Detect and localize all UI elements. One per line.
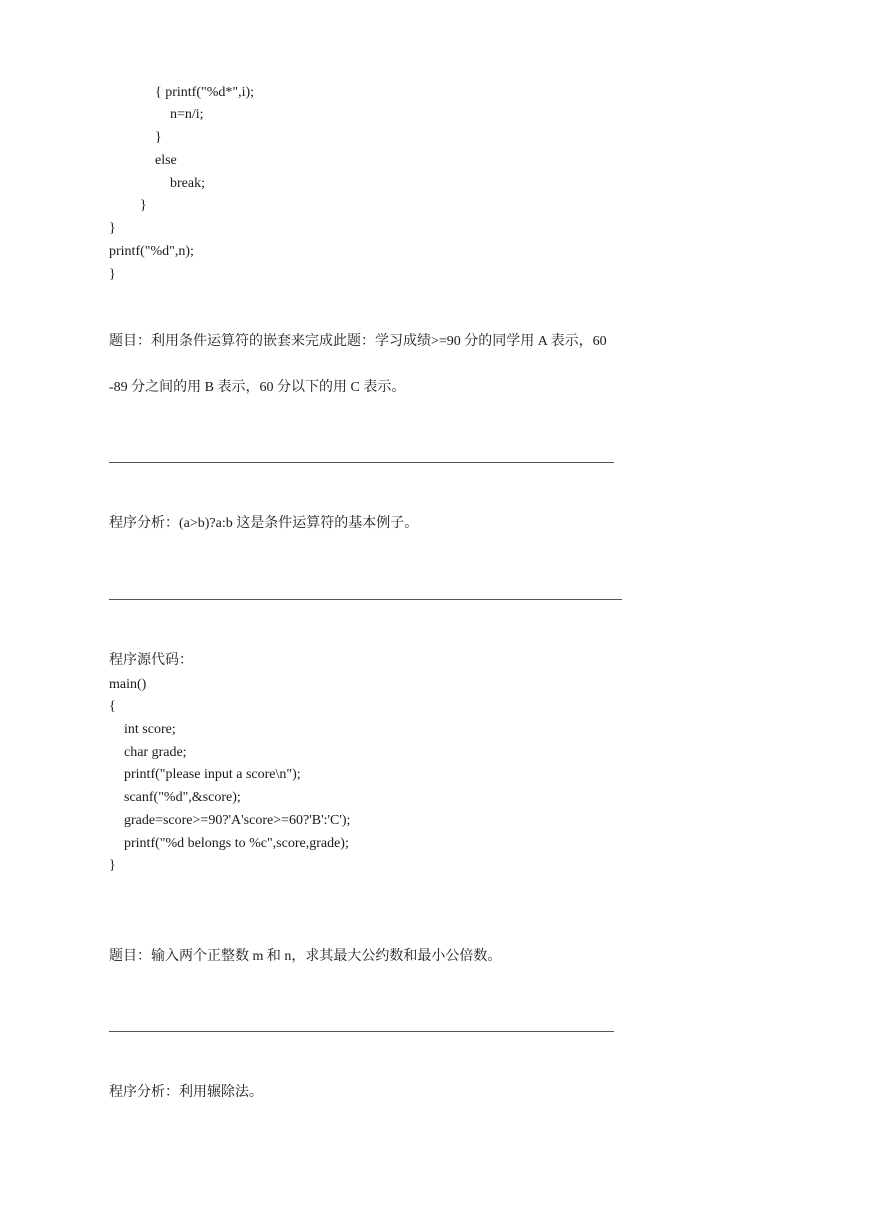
- code-line: printf("%d",n);: [109, 244, 194, 259]
- analysis-text: 程序分析：(a>b)?a:b 这是条件运算符的基本例子。: [109, 516, 419, 531]
- code-line: break;: [170, 176, 205, 191]
- source-label: 程序源代码：: [109, 653, 193, 668]
- code-line: }: [109, 267, 116, 282]
- code-line: scanf("%d",&score);: [124, 790, 241, 805]
- code-line: grade=score>=90?'A'score>=60?'B':'C');: [124, 813, 351, 828]
- code-line: int score;: [124, 722, 176, 737]
- code-line: {: [109, 699, 116, 714]
- code-line: main(): [109, 677, 147, 692]
- problem-title: 题目：输入两个正整数 m 和 n，求其最大公约数和最小公倍数。: [109, 949, 502, 964]
- code-line: char grade;: [124, 745, 187, 760]
- code-line: printf("please input a score\n");: [124, 767, 301, 782]
- code-line: }: [140, 198, 147, 213]
- analysis-text: 程序分析：利用辗除法。: [109, 1085, 263, 1100]
- problem-title: 题目：利用条件运算符的嵌套来完成此题：学习成绩>=90 分的同学用 A 表示，60: [109, 334, 607, 349]
- separator-line: [109, 1031, 614, 1032]
- separator-line: [109, 462, 614, 463]
- code-line: { printf("%d*",i);: [155, 85, 255, 100]
- code-line: else: [155, 153, 177, 168]
- code-line: n=n/i;: [170, 107, 204, 122]
- code-line: }: [109, 221, 116, 236]
- code-line: printf("%d belongs to %c",score,grade);: [124, 836, 349, 851]
- code-line: }: [155, 130, 162, 145]
- separator-line: [109, 599, 622, 600]
- code-line: }: [109, 858, 116, 873]
- problem-title-continued: -89 分之间的用 B 表示，60 分以下的用 C 表示。: [109, 380, 406, 395]
